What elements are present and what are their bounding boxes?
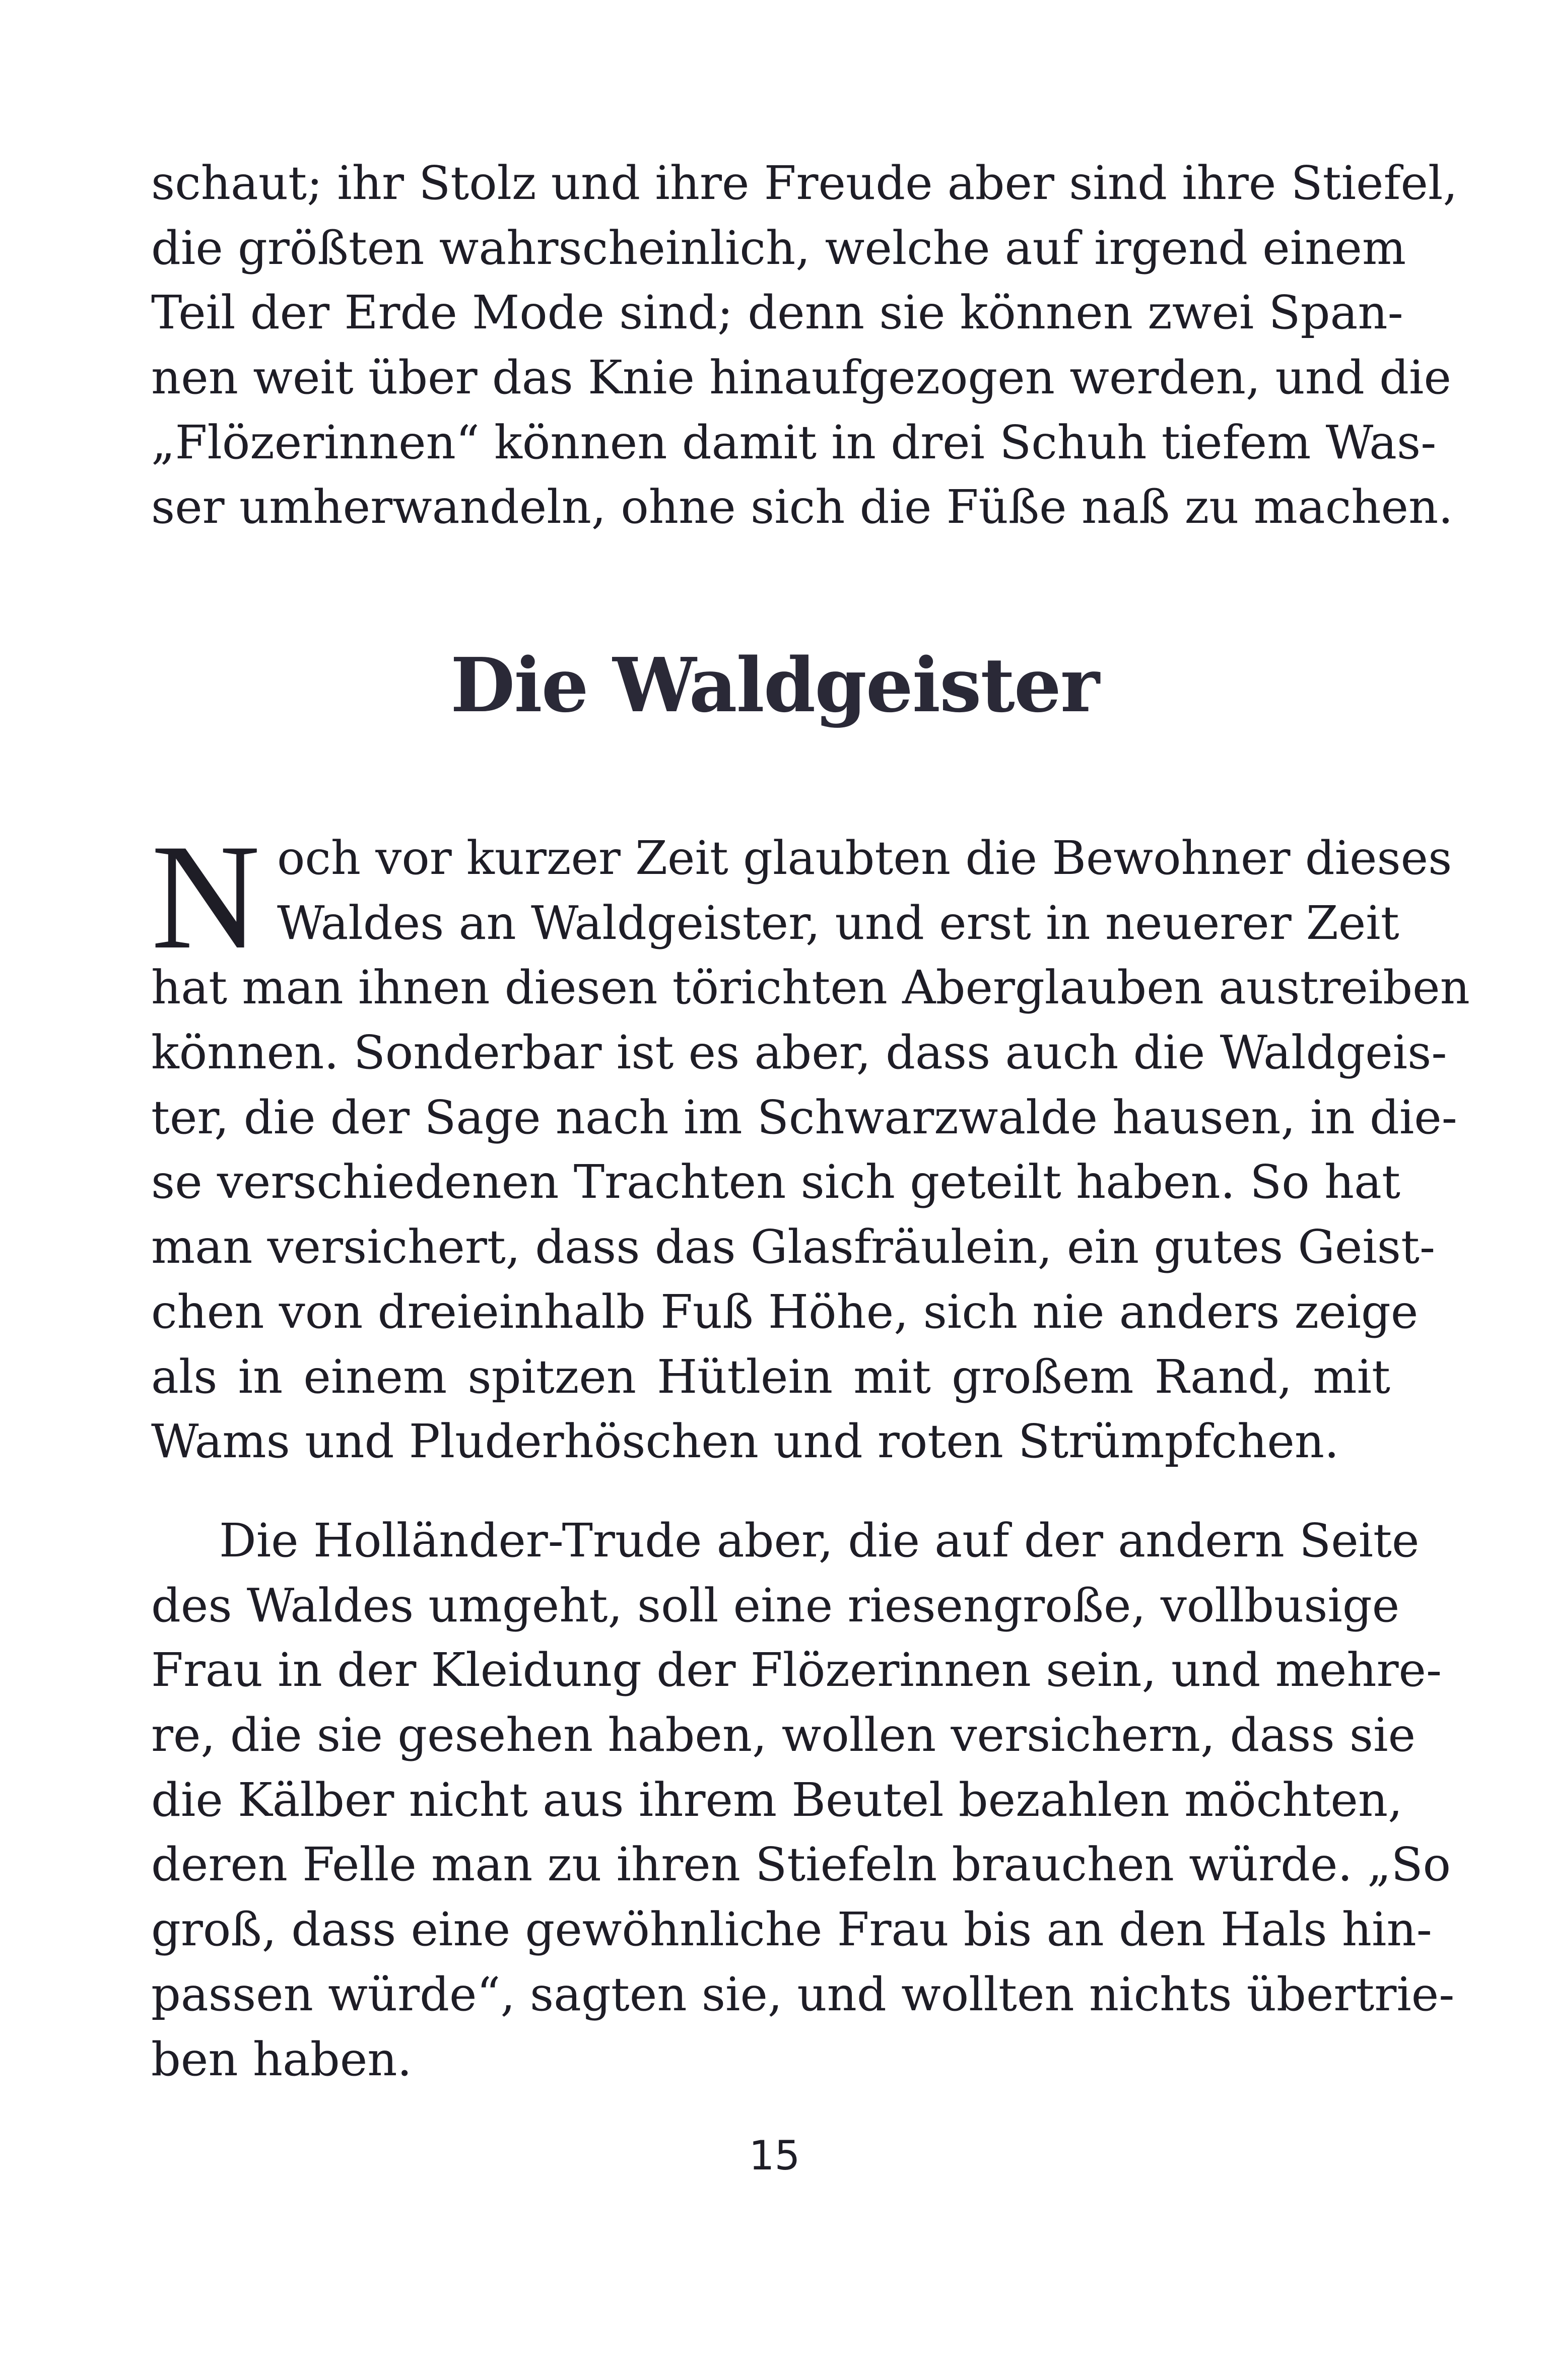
text-line: se verschiedenen Trachten sich geteilt haben. So hat [151,1155,1400,1209]
text-line: die Kälber nicht aus ihrem Beutel bezahlen möchten, [151,1773,1403,1827]
page-number: 15 [749,2132,800,2179]
text-line: ser umherwandeln, ohne sich die Füße naß zu machen. [151,480,1453,534]
text-line: re, die sie gesehen haben, wollen versichern, dass sie [151,1708,1416,1762]
text-line: nen weit über das Knie hinaufgezogen werden, und die [151,351,1451,405]
text-line: Teil der Erde Mode sind; denn sie können zwei Span- [151,286,1403,340]
text-line: Waldes an Waldgeister, und erst in neuerer Zeit [277,896,1399,950]
text-line: och vor kurzer Zeit glaubten die Bewohner dieses [277,831,1452,885]
text-line: können. Sonderbar ist es aber, dass auch die Waldgeis- [151,1026,1447,1080]
drop-cap: N [151,813,260,980]
text-line: die größten wahrscheinlich, welche auf irgend einem [151,221,1406,275]
chapter-heading: Die Waldgeister [450,641,1099,729]
text-line: groß, dass eine gewöhnliche Frau bis an den Hals hin- [151,1902,1432,1957]
text-line: des Waldes umgeht, soll eine riesengroße, vollbusige [151,1578,1400,1633]
text-line: Die Holländer-Trude aber, die auf der andern Seite [219,1514,1420,1568]
text-line: Frau in der Kleidung der Flözerinnen sein, und mehre- [151,1643,1442,1697]
text-line: „Flözerinnen“ können damit in drei Schuh tiefem Was- [151,415,1437,469]
text-line: ter, die der Sage nach im Schwarzwalde hausen, in die- [151,1090,1457,1144]
paragraph-2 [151,1509,1455,2092]
text-line: als in einem spitzen Hütlein mit großem Rand, mit [151,1349,1390,1404]
text-line: schaut; ihr Stolz und ihre Freude aber sind ihre Stiefel, [151,156,1458,210]
paragraph-1 [151,813,1470,1474]
text-line: deren Felle man zu ihren Stiefeln brauchen würde. „So [151,1838,1451,1892]
text-line: passen würde“, sagten sie, und wollten nichts übertrie- [151,1967,1455,2021]
text-line: chen von dreieinhalb Fuß Höhe, sich nie anders zeige [151,1284,1419,1339]
text-line: man versichert, dass das Glasfräulein, ein gutes Geist- [151,1220,1436,1274]
lead-paragraph [151,151,1458,540]
text-line: ben haben. [151,2032,412,2086]
text-line: hat man ihnen diesen törichten Aberglauben austreiben [151,961,1470,1015]
text-line: Wams und Pluderhöschen und roten Strümpfchen. [151,1414,1339,1469]
